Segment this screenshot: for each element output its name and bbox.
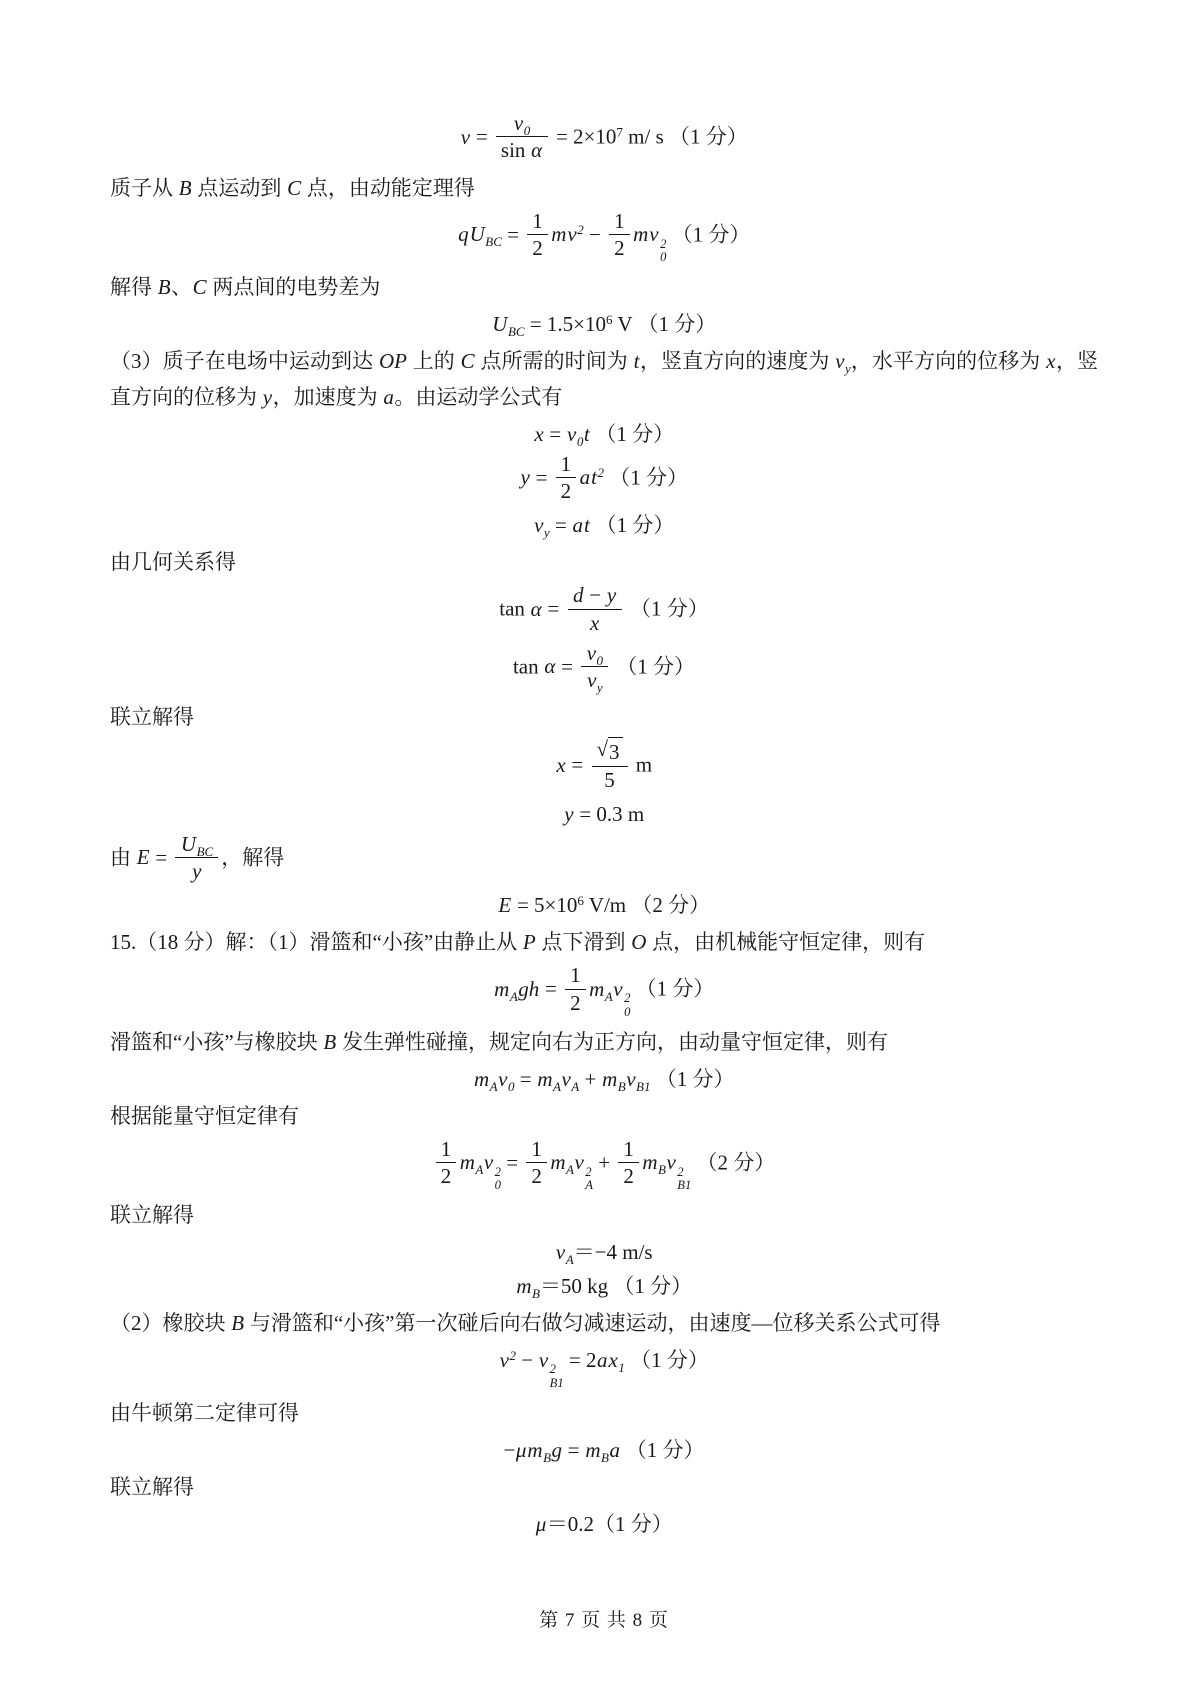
text-line: 质子从 B 点运动到 C 点，由动能定理得 [110,175,475,200]
text-line: 由牛顿第二定律可得 [110,1400,299,1425]
text-line: （3）质子在电场中运动到达 OP 上的 C 点所需的时间为 t，竖直方向的速度为 $v_y$，水平方向的位移为 x，竖直方向的位移为 y，加速度为 a。由运动学公式有 [110,348,1099,409]
document-body [110,112,1098,1539]
formula-line: $m_B=50$ kg （1 分） [516,1273,693,1301]
fraction: $\frac{1}{2}$ [527,208,548,262]
formula-line: y = 0.3 m [564,801,645,826]
text-line: （2）橡胶块 B 与滑篮和“小孩”第一次碰后向右做匀减速运动，由速度—位移关系公式可得 [110,1310,941,1335]
fraction: $\frac{v_0}{v_y}$ [581,640,608,694]
formula-line: $m_Agh$ = $\frac{1}{2}$ $m_Av$ 2 0 （1 分） [494,963,715,1019]
text-line: 联立解得 [110,705,194,730]
formula-line: $v_y$ = at （1 分） [534,513,675,541]
formula-line: $U_{BC} = 1.5\times 10^6$ V （1 分） [492,311,717,339]
text-line: 由 E = $\frac{U_{BC}}{y}$ ，解得 [110,831,285,884]
fraction: $\frac{v_0}{\text{sin α}}$ [496,110,548,164]
fraction: $\frac{d - y}{x}$ [568,582,622,636]
radical: √ 3 [597,737,623,765]
formula-line: $m_Av_0 = m_Av_A + m_Bv_{B1}$ （1 分） [474,1066,735,1094]
fraction: $\frac{U_{BC}}{y}$ [175,831,218,885]
text-line: 联立解得 [110,1202,194,1227]
formula-line: μ＝0.2（1 分） [535,1511,673,1536]
formula-line: v = $\frac{v_0}{\text{sin α}}$ = $2\times 10^7$ m/ s （1 分） [460,111,748,163]
formula-line: $\frac{1}{2}$ $m_Av$ 2 0 = $\frac{1}{2}$ $m_Av$ 2 A + $\frac{1}{2}$ $m_Bv$ 2 B1 （2 分） [110,1138,1098,1193]
fraction: $\frac{1}{2}$ [526,1136,547,1190]
fraction: $\frac{1}{2}$ [618,1136,639,1190]
formula-line: $v^2 - v$ 2 B1 = $2ax_1$ （1 分） [499,1347,709,1391]
formula-line: tan α = $\frac{d - y}{x}$ （1 分） [499,583,709,635]
formula-line: $qU_{BC}$ = $\frac{1}{2}$ $mv^2$ − $\frac{1}{2}$ mv 2 0 （1 分） [458,208,751,265]
text-line: 根据能量守恒定律有 [110,1103,299,1128]
fraction: $\frac{1}{2}$ [556,451,577,505]
formula-line: y = $\frac{1}{2}$ $at^2$ （1 分） [520,451,689,504]
fraction: $\frac{1}{2}$ [565,962,586,1016]
page-footer: 第 7 页 共 8 页 [539,1609,669,1631]
formula-line: $v_A=-4$ m/s [555,1239,653,1267]
formula-line: $-\mu m_Bg = m_Ba$ （1 分） [503,1437,705,1465]
formula-line: $E = 5\times 10^6$ V/m （2 分） [498,893,711,918]
fraction: $\frac{1}{2}$ [436,1136,457,1190]
formula-line: x = √ 3 5 m [556,737,653,792]
text-line: 由几何关系得 [110,550,236,575]
formula-line: $x = v_0t$ （1 分） [534,421,675,449]
text-line: 15.（18 分）解：（1）滑篮和“小孩”由静止从 P 点下滑到 O 点，由机械能守恒定律，则有 [110,930,926,955]
text-line: 滑篮和“小孩”与橡胶块 B 发生弹性碰撞，规定向右为正方向，由动量守恒定律，则有 [110,1029,888,1054]
fraction: $\frac{1}{2}$ [609,208,630,262]
text-line: 解得 B、C 两点间的电势差为 [110,274,381,299]
fraction: √ 3 5 [592,737,628,793]
formula-line: tan α = $\frac{v_0}{v_y}$ （1 分） [512,640,696,695]
text-line: 联立解得 [110,1474,194,1499]
